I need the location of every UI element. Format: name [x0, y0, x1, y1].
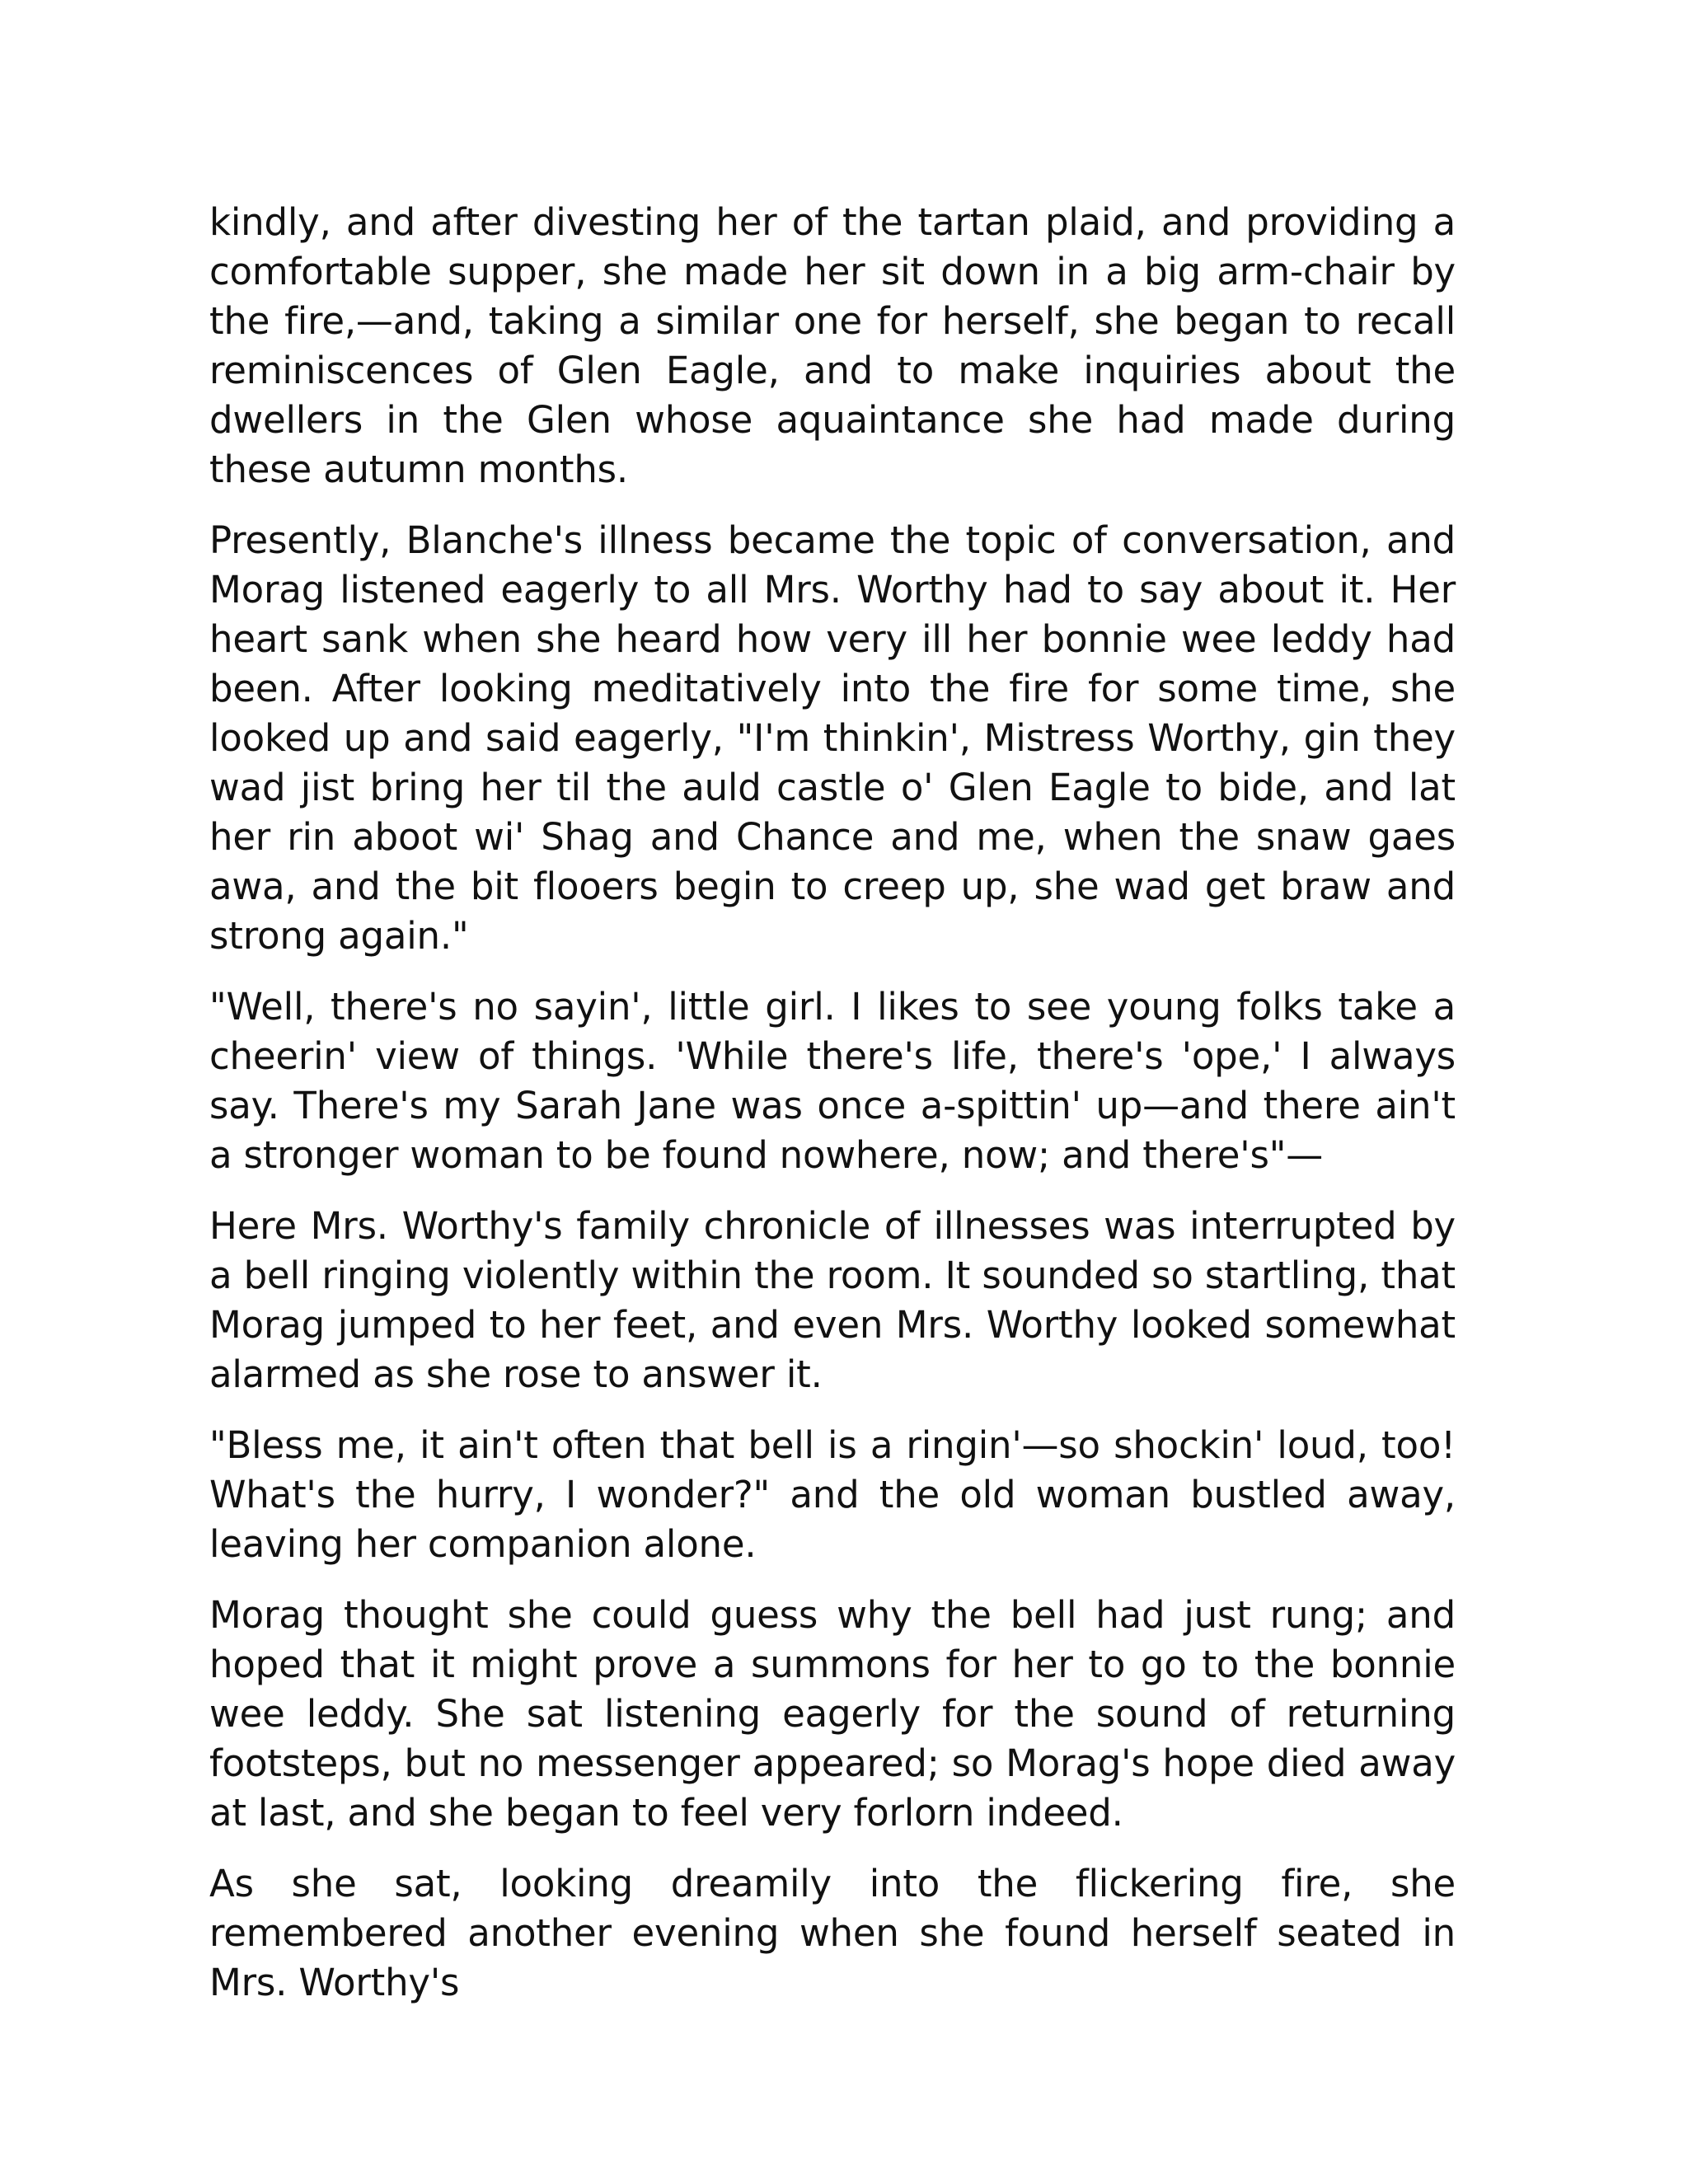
paragraph-3: "Well, there's no sayin', little girl. I likes to see young folks take a cheerin' view of things. 'While there's life, there's 'ope,' I always say. There's my Sarah Jane was once a-spittin' up—and there ain't a stronger woman to be found nowhere, now; and there's"—	[209, 985, 1456, 1177]
paragraph-1: kindly, and after divesting her of the tartan plaid, and providing a comfortable supper, she made her sit down in a big arm-chair by the fire,—and, taking a similar one for herself, she began to recall reminiscences of Glen Eagle, and to make inquiries about the dwellers in the Glen whose aquaintance she had made during these autumn months.	[209, 200, 1456, 491]
paragraph-6: Morag thought she could guess why the bell had just rung; and hoped that it might prove a summons for her to go to the bonnie wee leddy. She sat listening eagerly for the sound of returning footsteps, but no messenger appeared; so Morag's hope died away at last, and she began to feel very forlorn indeed.	[209, 1593, 1456, 1835]
paragraph-7: As she sat, looking dreamily into the flickering fire, she remembered another evening when she found herself seated in Mrs. Worthy's	[209, 1862, 1456, 2004]
paragraph-2: Presently, Blanche's illness became the topic of conversation, and Morag listened eagerly to all Mrs. Worthy had to say about it. Her heart sank when she heard how very ill her bonnie wee leddy had been. After looking meditatively into the fire for some time, she looked up and said eagerly, "I'm thinkin', Mistress Worthy, gin they wad jist bring her til the auld castle o' Glen Eagle to bide, and lat her rin aboot wi' Shag and Chance and me, when the snaw gaes awa, and the bit flooers begin to creep up, she wad get braw and strong again."	[209, 518, 1456, 958]
body-text	[209, 198, 1456, 2029]
paragraph-5: "Bless me, it ain't often that bell is a ringin'—so shockin' loud, too! What's the hurry, I wonder?" and the old woman bustled away, leaving her companion alone.	[209, 1423, 1456, 1566]
paragraph-4: Here Mrs. Worthy's family chronicle of illnesses was interrupted by a bell ringing violently within the room. It sounded so startling, that Morag jumped to her feet, and even Mrs. Worthy looked somewhat alarmed as she rose to answer it.	[209, 1204, 1456, 1396]
